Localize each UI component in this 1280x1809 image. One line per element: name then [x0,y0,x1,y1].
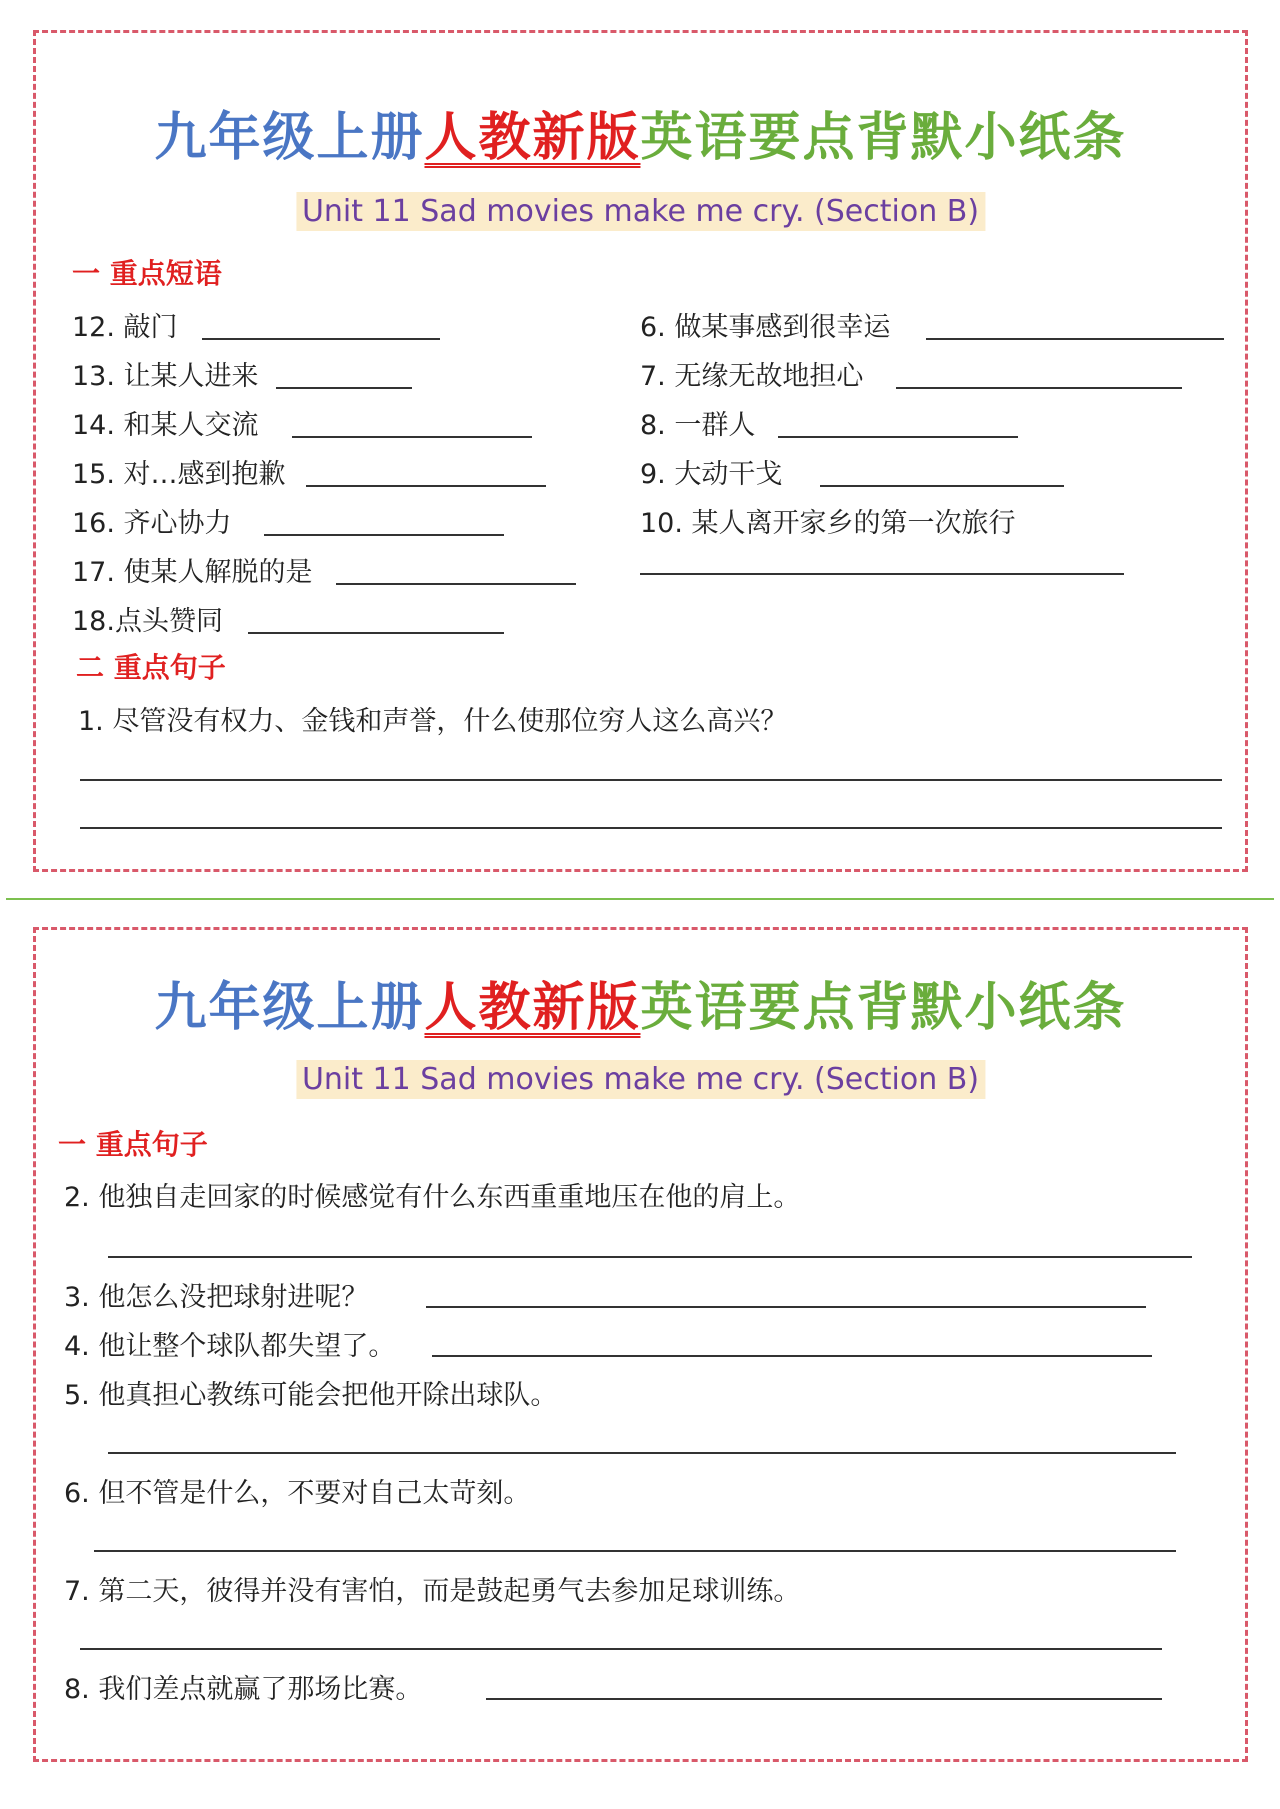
section-key-sentences: 一 重点句子 [58,1128,208,1161]
sentence-item: 3. 他怎么没把球射进呢？ [64,1282,369,1313]
answer-blank[interactable] [640,573,1124,575]
phrase-item: 14. 和某人交流 [72,410,259,441]
sentence-item: 1. 尽管没有权力、金钱和声誉，什么使那位穷人这么高兴？ [78,706,788,737]
answer-blank[interactable] [80,779,1222,781]
answer-blank[interactable] [926,338,1224,340]
answer-blank[interactable] [80,1648,1162,1650]
phrase-item: 13. 让某人进来 [72,361,259,392]
section-key-phrases: 一 重点短语 [72,257,222,290]
phrase-item: 15. 对…感到抱歉 [72,459,286,490]
sentence-item: 2. 他独自走回家的时候感觉有什么东西重重地压在他的肩上。 [64,1182,801,1213]
answer-blank[interactable] [432,1355,1152,1357]
answer-blank[interactable] [202,338,440,340]
answer-blank[interactable] [108,1256,1192,1258]
answer-blank[interactable] [306,485,546,487]
unit-subtitle: Unit 11 Sad movies make me cry. (Section B) [296,192,985,231]
sentence-item: 6. 但不管是什么，不要对自己太苛刻。 [64,1478,531,1509]
answer-blank[interactable] [486,1698,1162,1700]
note-card-1 [33,30,1248,872]
title-subject: 英语要点背默小纸条 [640,977,1127,1038]
answer-blank[interactable] [820,485,1064,487]
phrase-item: 6. 做某事感到很幸运 [640,312,891,343]
answer-blank[interactable] [264,534,504,536]
answer-blank[interactable] [292,436,532,438]
title-edition: 人教新版 [424,107,641,168]
phrase-item: 16. 齐心协力 [72,508,232,539]
section-key-sentences: 二 重点句子 [76,651,226,684]
answer-blank[interactable] [778,436,1018,438]
sentence-item: 7. 第二天，彼得并没有害怕，而是鼓起勇气去参加足球训练。 [64,1576,801,1607]
phrase-item: 10. 某人离开家乡的第一次旅行 [640,508,1016,539]
title-subject: 英语要点背默小纸条 [640,107,1127,168]
phrase-item: 8. 一群人 [640,410,756,441]
answer-blank[interactable] [426,1306,1146,1308]
sentence-item: 4. 他让整个球队都失望了。 [64,1331,396,1362]
phrase-item: 12. 敲门 [72,312,178,343]
title-grade: 九年级上册 [154,977,425,1038]
sentence-item: 8. 我们差点就赢了那场比赛。 [64,1674,423,1705]
answer-blank[interactable] [336,583,576,585]
phrase-item: 9. 大动干戈 [640,459,783,490]
title-edition: 人教新版 [424,977,641,1038]
phrase-item: 7. 无缘无故地担心 [640,361,864,392]
unit-subtitle: Unit 11 Sad movies make me cry. (Section B) [296,1060,985,1099]
answer-blank[interactable] [80,827,1222,829]
phrase-item: 18.点头赞同 [72,606,223,637]
answer-blank[interactable] [94,1550,1176,1552]
answer-blank[interactable] [248,632,504,634]
card-title [36,965,1245,1040]
answer-blank[interactable] [896,387,1182,389]
note-card-2 [33,927,1248,1762]
phrase-item: 17. 使某人解脱的是 [72,557,313,588]
title-grade: 九年级上册 [154,107,425,168]
card-title [36,95,1245,170]
answer-blank[interactable] [108,1452,1176,1454]
page-divider [6,898,1274,900]
answer-blank[interactable] [276,387,412,389]
sentence-item: 5. 他真担心教练可能会把他开除出球队。 [64,1380,558,1411]
